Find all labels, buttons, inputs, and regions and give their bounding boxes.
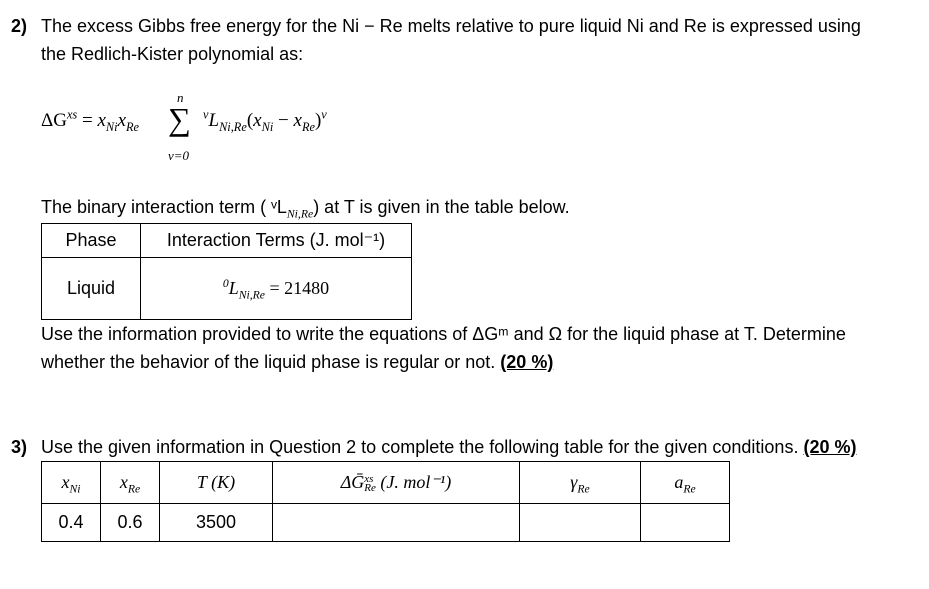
instruction-line1: Use the information provided to write the equations of ΔGᵐ and Ω for the liquid phase at T. Determine: [41, 324, 846, 344]
cell-x-re: 0.6: [101, 504, 160, 542]
eq-x1: x: [97, 110, 106, 131]
col-x-ni-sub: Ni: [69, 482, 81, 496]
eq-term-L: L: [208, 110, 220, 131]
eq-x4-sub: Re: [301, 119, 315, 134]
q2-line1: The excess Gibbs free energy for the Ni − Re melts relative to pure liquid Ni and Re is expressed using: [41, 16, 861, 36]
row-L-sub: Ni,Re: [238, 288, 265, 302]
eq-x3-sub: Ni: [261, 119, 274, 134]
row-term: [141, 258, 412, 320]
instruction-line2-text: whether the behavior of the liquid phase is regular or not.: [41, 352, 496, 372]
col-x-ni-x: x: [61, 472, 70, 492]
cell-temperature: 3500: [160, 504, 273, 542]
eq-x2: x: [117, 110, 127, 131]
eq-equals: =: [82, 110, 93, 131]
header-phase: Phase: [42, 224, 141, 258]
conditions-table: [41, 461, 730, 542]
eq-paren-open: (: [246, 110, 254, 131]
col-gamma-symbol: γ: [570, 472, 578, 492]
eq-x3: x: [253, 110, 262, 131]
col-x-re-x: x: [119, 472, 128, 492]
eq-x4: x: [293, 110, 302, 131]
header-terms: Interaction Terms (J. mol⁻¹): [141, 224, 412, 258]
cell-activity-re[interactable]: [641, 504, 730, 542]
table-intro-sub: Ni,Re: [286, 207, 314, 221]
col-gamma-sub: Re: [577, 482, 590, 496]
col-g-sup: xs: [364, 472, 374, 485]
conditions-header: [42, 462, 730, 504]
row-value: = 21480: [269, 278, 330, 298]
eq-term-pre-sup: v: [203, 107, 209, 122]
conditions-row: [42, 504, 730, 542]
cell-gamma-re[interactable]: [520, 504, 641, 542]
eq-paren-close: ): [314, 110, 322, 131]
col-x-re: [101, 462, 160, 504]
eq-sum-upper: n: [177, 90, 184, 105]
interaction-table-header: [42, 224, 412, 258]
q3-line1-text: Use the given information in Question 2 to complete the following table for the given conditions.: [41, 437, 799, 457]
col-g-scripts: [364, 472, 376, 494]
col-partial-excess-gibbs: [273, 462, 520, 504]
q2-marks: (20 %): [500, 352, 554, 372]
eq-term-L-sub: Ni,Re: [219, 119, 247, 134]
row-L: L: [228, 278, 239, 298]
eq-power: v: [321, 107, 327, 122]
q2-number: 2): [11, 16, 28, 36]
row-phase: Liquid: [42, 258, 141, 320]
table-intro: [41, 197, 570, 221]
redlich-kister-equation: [41, 107, 140, 134]
col-g-unit: (J. mol⁻¹): [380, 472, 452, 492]
interaction-table-row: [42, 258, 412, 320]
col-temperature: T (K): [160, 462, 273, 504]
eq-minus: −: [278, 110, 289, 131]
eq-sum-lower: v=0: [168, 148, 190, 163]
eq-x1-sub: Ni: [105, 119, 118, 134]
cell-partial-excess-gibbs[interactable]: [273, 504, 520, 542]
row-pre-sup: 0: [222, 277, 229, 290]
col-a-sub: Re: [683, 482, 696, 496]
eq-term: [203, 107, 327, 134]
col-g-sub: Re: [364, 481, 376, 494]
table-intro-text: The binary interaction term ( ᵛL: [41, 197, 287, 217]
col-gamma-re: [520, 462, 641, 504]
instruction-line2: [41, 352, 553, 373]
cell-x-ni: 0.4: [42, 504, 101, 542]
q3-number: 3): [11, 437, 28, 457]
q3-marks: (20 %): [803, 437, 857, 457]
eq-x2-sub: Re: [126, 119, 140, 134]
col-x-re-sub: Re: [127, 482, 141, 496]
col-a-symbol: a: [674, 472, 684, 492]
col-activity-re: [641, 462, 730, 504]
interaction-table: [41, 223, 412, 320]
q2-line2: the Redlich-Kister polynomial as:: [41, 44, 304, 64]
table-intro-rest: ) at T is given in the table below.: [313, 197, 570, 217]
col-x-ni: [42, 462, 101, 504]
q3-line1: [41, 437, 856, 458]
col-g-symbol: ΔḠ: [340, 472, 365, 492]
eq-lhs: ΔG: [41, 110, 67, 131]
sum-symbol: ∑: [168, 101, 191, 137]
eq-lhs-sup: xs: [66, 107, 78, 122]
